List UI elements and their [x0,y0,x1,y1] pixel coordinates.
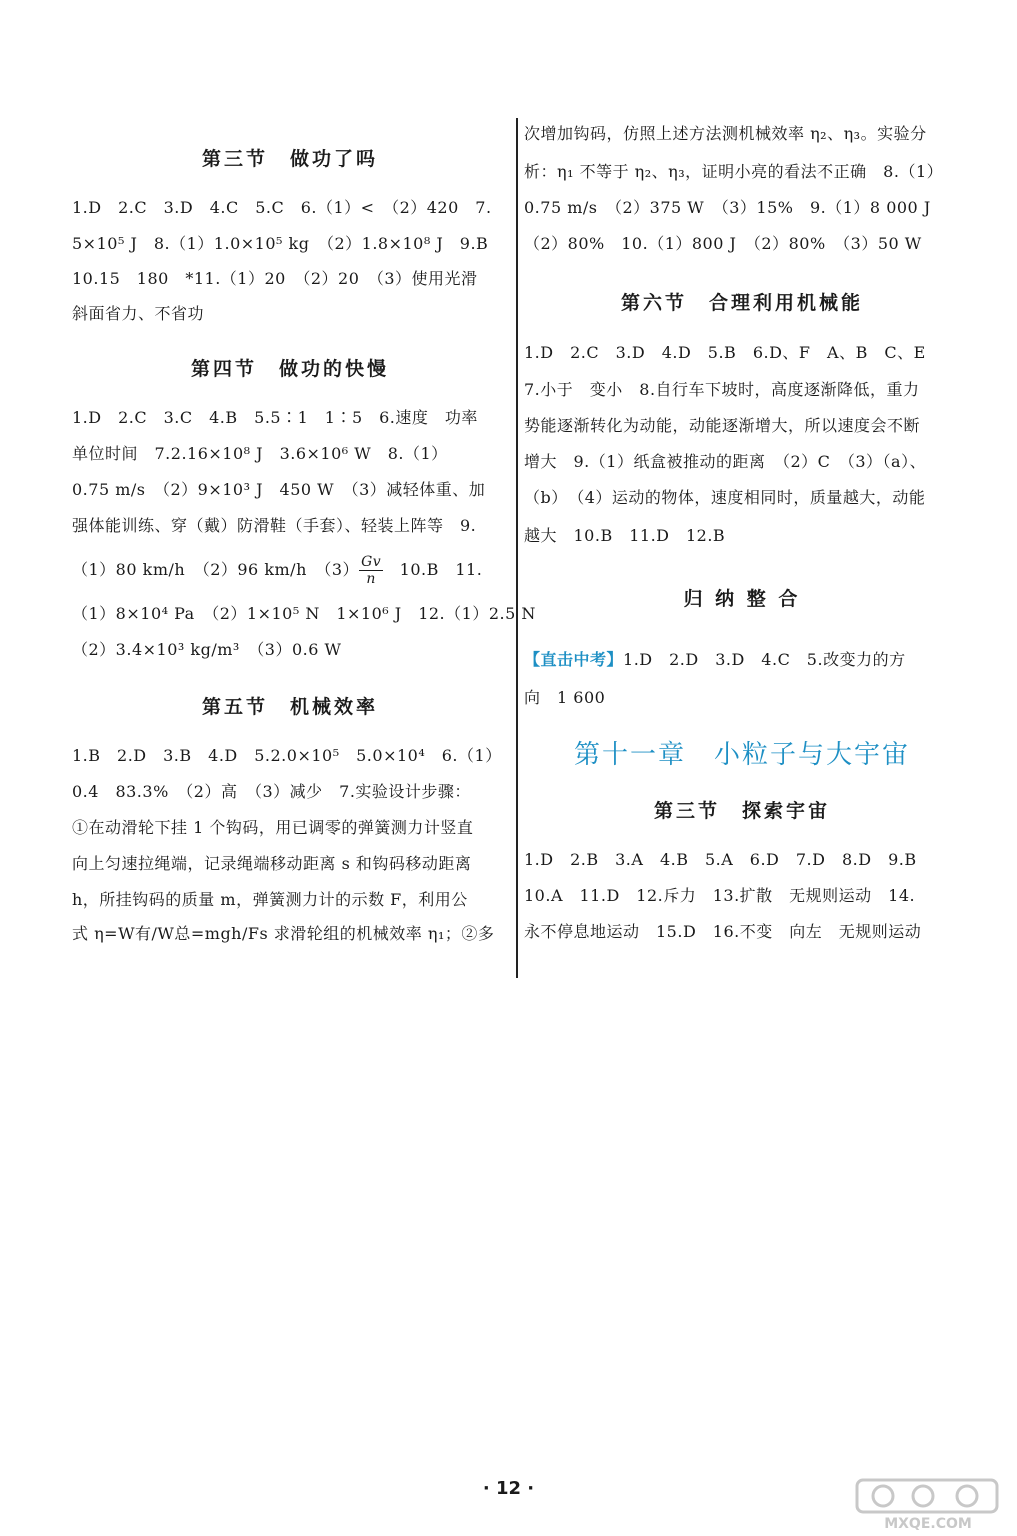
answer-line [524,650,906,670]
section-title-kuaiman: 第四节 做功的快慢 [190,358,389,380]
answer-line: （1）8×10⁴ Pa （2）1×10⁵ N 1×10⁶ J 12.（1）2.5 N [72,604,536,623]
section-title-summary: 归 纳 整 合 [683,588,801,610]
answer-line: 1.B 2.D 3.B 4.D 5.2.0×10⁵ 5.0×10⁴ 6.（1） [72,746,502,765]
answer-line: （2）80% 10.（1）800 J （2）80% （3）50 W [524,234,922,253]
exam-tag: 【直击中考】 [524,650,624,669]
answer-line: 10.A 11.D 12.斥力 13.扩散 无规则运动 14. [524,886,916,905]
answer-line: ①在动滑轮下挂 1 个钩码，用已调零的弹簧测力计竖直 [72,818,474,837]
section-title-jixieneng: 第六节 合理利用机械能 [620,292,863,314]
page-number: · 12 · [482,1478,535,1499]
answer-line: 0.75 m/s （2）9×10³ J 450 W （3）减轻体重、加 [72,480,486,499]
answer-text: 1.D 2.D 3.D 4.C 5.改变力的方 [623,650,906,669]
answer-line: 10.15 180 *11.（1）20 （2）20 （3）使用光滑 [72,269,478,288]
answer-line: 1.D 2.C 3.D 4.D 5.B 6.D、F A、B C、E [524,343,926,362]
answer-line: 1.D 2.C 3.C 4.B 5.5∶1 1∶5 6.速度 功率 [72,408,478,427]
watermark-text: MXQE.COM [884,1516,972,1532]
section-title-zuogong: 第三节 做功了吗 [201,148,378,170]
answer-line: 7.小于 变小 8.自行车下坡时，高度逐渐降低，重力 [524,380,920,399]
answer-line: 向上匀速拉绳端，记录绳端移动距离 s 和钩码移动距离 [72,854,472,873]
watermark-logo [853,1478,1003,1532]
answer-line: 1.D 2.B 3.A 4.B 5.A 6.D 7.D 8.D 9.B [524,850,917,869]
answer-line: 永不停息地运动 15.D 16.不变 向左 无规则运动 [524,922,922,941]
answer-line: 式 η=W有/W总=mgh/Fs 求滑轮组的机械效率 η₁；②多 [72,924,495,943]
column-divider [516,118,518,978]
answer-line: 5×10⁵ J 8.（1）1.0×10⁵ kg （2）1.8×10⁸ J 9.B [72,234,489,253]
answer-line-fraction [72,554,482,587]
fraction-gv-over-n [359,554,383,587]
answer-line: 强体能训练、穿（戴）防滑鞋（手套）、轻装上阵等 9. [72,516,477,535]
chapter-title: 第十一章 小粒子与大宇宙 [573,740,910,770]
answer-line: （b） （4）运动的物体，速度相同时，质量越大，动能 [524,488,926,507]
answer-line: 0.75 m/s （2）375 W （3）15% 9.（1）8 000 J [524,198,931,217]
answer-line: 次增加钩码，仿照上述方法测机械效率 η₂、η₃。实验分 [524,124,927,143]
answer-line: 斜面省力、不省功 [72,304,205,323]
answer-text: （1）80 km/h （2）96 km/h （3） [72,560,360,579]
answer-line: 单位时间 7.2.16×10⁸ J 3.6×10⁶ W 8.（1） [72,444,448,463]
fraction-denominator: n [366,571,376,587]
answer-line: 析：η₁ 不等于 η₂、η₃，证明小亮的看法不正确 8.（1） [524,162,944,181]
answer-line: 增大 9.（1）纸盒被推动的距离 （2）C （3）（a）、 [524,452,927,471]
answer-line: （2）3.4×10³ kg/m³ （3）0.6 W [72,640,342,659]
answer-line: 0.4 83.3% （2）高 （3）减少 7.实验设计步骤： [72,782,471,801]
answer-line: 向 1 600 [524,688,606,707]
answer-text: 10.B 11. [383,560,483,579]
answer-line: 越大 10.B 11.D 12.B [524,526,726,545]
answer-line: h，所挂钩码的质量 m，弹簧测力计的示数 F，利用公 [72,890,468,909]
section-title-xiaolv: 第五节 机械效率 [201,696,378,718]
answer-line: 势能逐渐转化为动能，动能逐渐增大，所以速度会不断 [524,416,921,435]
section-title-yuzhou: 第三节 探索宇宙 [653,800,830,822]
answer-line: 1.D 2.C 3.D 4.C 5.C 6.（1）< （2）420 7. [72,198,492,217]
fraction-numerator: Gv [361,554,382,570]
